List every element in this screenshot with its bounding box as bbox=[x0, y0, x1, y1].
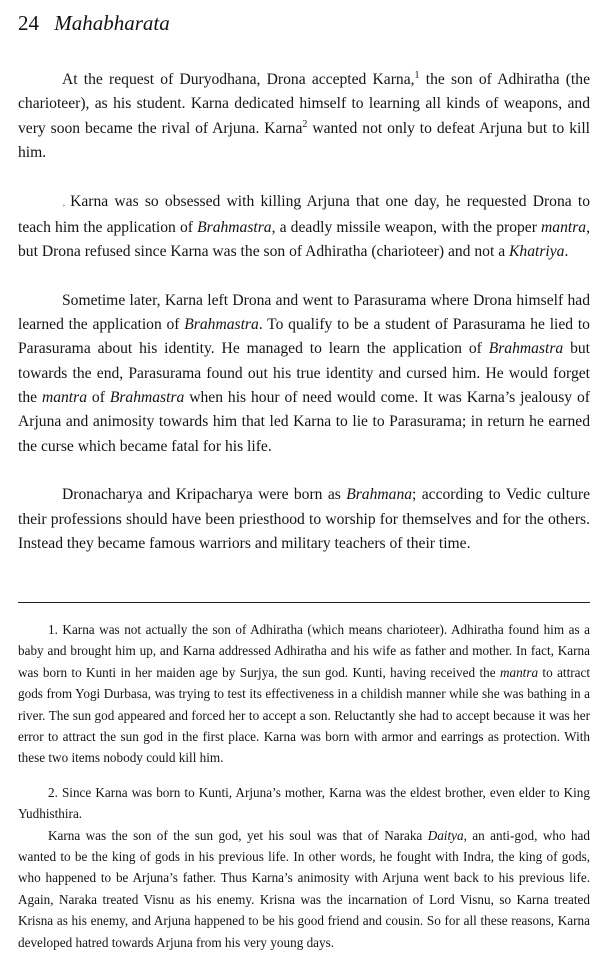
page-header bbox=[18, 10, 170, 36]
italic-term: Khatriya bbox=[509, 243, 565, 261]
text-run: to attract gods from Yogi Durbasa, was trying to test its effectiveness in a childish manner while she was bathing in a river. The sun god appeared and forced her to accept a son. Reluctantly she had to accept because it was her error to attract the sun god in the first place. Karna was born with armor and earrings as protection. With these two items nobody could kill him. bbox=[18, 664, 591, 766]
page-number: 24 bbox=[18, 11, 39, 35]
italic-term: Brahmastra bbox=[109, 389, 185, 407]
text-run: , but Drona refused since Karna was the son of Adhiratha (charioteer) and not a bbox=[18, 218, 590, 261]
paragraph bbox=[18, 483, 590, 556]
text-run: , a deadly missile weapon, with the proper bbox=[271, 218, 542, 236]
text-run: of bbox=[87, 389, 110, 407]
text-run: . To qualify to be a student of Parasurama he lied to Parasurama about his identity. He managed to learn the application of bbox=[18, 316, 590, 358]
italic-term: Brahmastra bbox=[197, 218, 272, 236]
italic-term: Brahmastra bbox=[184, 316, 259, 334]
running-title: Mahabharata bbox=[54, 11, 170, 35]
footnote-ref: 1 bbox=[414, 69, 420, 81]
text-run: when his hour of need would come. It was Karna’s jealousy of Arjuna and animosity towards him that led Karna to lie to Parasurama; in return he earned the curse which became fatal for his life. bbox=[18, 389, 590, 455]
footnotes bbox=[18, 619, 590, 953]
text-run: . bbox=[564, 243, 569, 261]
paragraph bbox=[18, 190, 590, 265]
italic-term: mantra bbox=[41, 389, 88, 407]
text-run: the son of Adhiratha (the charioteer), as his student. Karna dedicated himself to learning all kinds of weapons, and very soon became the rival of Arjuna. Karna bbox=[18, 71, 590, 137]
italic-term: mantra bbox=[499, 664, 539, 680]
text-run: Karna was the son of the sun god, yet his soul was that of Naraka bbox=[48, 827, 428, 843]
italic-term: Brahmastra bbox=[488, 340, 564, 358]
footnote bbox=[18, 825, 590, 953]
italic-term: mantra bbox=[541, 218, 587, 236]
italic-term: Brahmana bbox=[346, 486, 413, 504]
footnote-divider bbox=[18, 602, 590, 603]
stray-mark: ¸ bbox=[62, 195, 71, 207]
italic-term: Daitya bbox=[427, 827, 464, 843]
footnote bbox=[18, 619, 590, 769]
footnote bbox=[18, 782, 590, 825]
text-run: but towards the end, Parasurama found out his true identity and cursed him. He would forget the bbox=[18, 340, 590, 407]
text-run: Dronacharya and Kripacharya were born as bbox=[62, 486, 347, 504]
paragraph bbox=[18, 68, 590, 165]
text-run: wanted not only to defeat Arjuna but to kill him. bbox=[18, 119, 590, 161]
text-run: ; according to Vedic culture their professions should have been priesthood to worship for themselves and for the others. Instead they became famous warriors and military teachers of their time. bbox=[18, 486, 590, 552]
text-run: Karna was so obsessed with killing Arjuna that one day, he requested Drona to teach him the application of bbox=[18, 192, 590, 236]
main-text bbox=[18, 68, 590, 556]
text-run: Sometime later, Karna left Drona and went to Parasurama where Drona himself had learned the application of bbox=[18, 291, 590, 334]
text-run: At the request of Duryodhana, Drona accepted Karna, bbox=[62, 71, 415, 88]
text-run: 2. Since Karna was born to Kunti, Arjuna’s mother, Karna was the eldest brother, even elder to King Yudhisthira. bbox=[18, 784, 590, 822]
paragraph bbox=[18, 289, 590, 459]
footnote-ref: 2 bbox=[302, 118, 308, 130]
text-run: 1. Karna was not actually the son of Adhiratha (which means charioteer). Adhiratha found him as a baby and brought him up, and Karna addressed Adhiratha and his wife as father and mother. In fact, Karna was born to Kunti in her maiden age by Surjya, the sun god. Kunti, having received the bbox=[18, 622, 590, 680]
text-run: , an anti-god, who had wanted to be the king of gods in his previous life. In other words, he fought with Indra, the king of gods, who happened to be Arjuna’s father. Thus Karna’s animosity with Arjuna went back to his previous life. Again, Naraka treated Visnu as his enemy. Krisna was the incarnation of Lord Visnu, so Karna treated Krisna as his enemy, and Arjuna happened to be his good friend and cousin. So for all these reasons, Karna developed hatred towards Arjuna from his very young days. bbox=[18, 827, 590, 950]
